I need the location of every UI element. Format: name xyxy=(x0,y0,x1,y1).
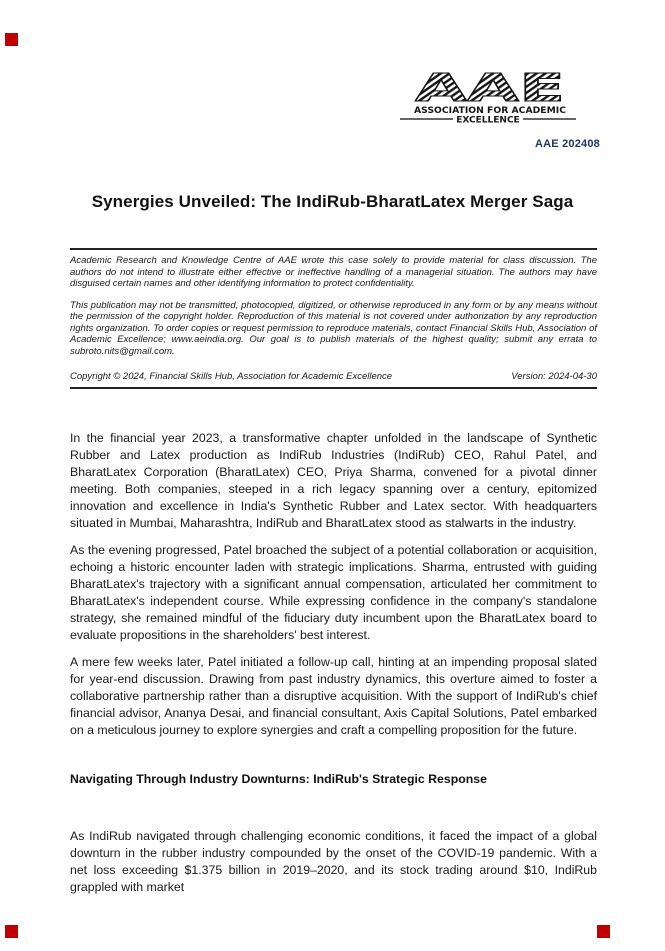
svg-text:AAE: AAE xyxy=(415,70,565,110)
divider-bottom xyxy=(70,387,597,389)
body-paragraph-2: As the evening progressed, Patel broached the subject of a potential collaboration or acquisition, echoing a historic encounter laden with strategic implications. Sharma, entrusted with guiding BharatLatex's trajectory with a significant annual compensation, articulated her commitment to BharatLatex's independent course. While expressing confidence in the company's standalone strategy, she remained mindful of the fiduciary duty incumbent upon the BharatLatex board to evaluate propositions in the shareholders' best interest. xyxy=(70,543,597,642)
permissions-paragraph: This publication may not be transmitted, photocopied, digitized, or otherwise reproduced in any form or by any means without the permission of the copyright holder. Reproduction of this material is not covered under authorization by any reproduction rights organization. To order copies or request permission to reproduce materials, contact Financial Skills Hub, Association of Academic Excellence; www.aeindia.org. Our goal is to publish materials of the highest quality; submit any errata to subroto.nits@gmail.com. xyxy=(70,299,597,357)
document-code: AAE 202408 xyxy=(535,138,600,150)
disclaimer-paragraph: Academic Research and Knowledge Centre of AAE wrote this case solely to provide material for class discussion. The authors do not intend to illustrate either effective or ineffective handling of a managerial situation. The authors may have disguised certain names and other identifying information to protect confidentiality. xyxy=(70,255,597,289)
front-matter-block xyxy=(70,248,597,389)
section-heading: Navigating Through Industry Downturns: IndiRub's Strategic Response xyxy=(70,772,487,786)
body-paragraph-4: As IndiRub navigated through challenging economic conditions, it faced the impact of a global downturn in the rubber industry compounded by the onset of the COVID-19 pandemic. With a net loss exceeding $1.375 billion in 2019–2020, and its stock trading around $10, IndiRub grappled with market xyxy=(70,829,597,894)
copyright-row xyxy=(70,371,597,383)
page-title: Synergies Unveiled: The IndiRub-BharatLatex Merger Saga xyxy=(91,192,574,211)
body-paragraph-3: A mere few weeks later, Patel initiated a follow-up call, hinting at an impending proposal slated for year-end discussion. Drawing from past industry dynamics, this overture aimed to foster a collaborative partnership rather than a disruptive acquisition. With the support of IndiRub's chief financial advisor, Ananya Desai, and financial consultant, Axis Capital Solutions, Patel embarked on a meticulous journey to explore synergies and craft a compelling proposition for the future. xyxy=(70,655,597,737)
logo-caption-line2: EXCELLENCE xyxy=(456,115,520,124)
body-text xyxy=(70,430,597,906)
logo-caption-line1: ASSOCIATION FOR ACADEMIC xyxy=(414,106,567,116)
copyright-text: Copyright © 2024, Financial Skills Hub, Association for Academic Excellence xyxy=(70,371,393,382)
corner-mark-bottom-left xyxy=(5,925,18,938)
body-paragraph-1: In the financial year 2023, a transformative chapter unfolded in the landscape of Synthetic Rubber and Latex production as IndiRub Industries (IndiRub) CEO, Rahul Patel, and BharatLatex Corporation (BharatLatex) CEO, Priya Sharma, convened for a pivotal dinner meeting. Both companies, steeped in a rich legacy spanning over a century, epitomized innovation and excellence in India's Synthetic Rubber and Latex sector. With headquarters situated in Mumbai, Maharashtra, IndiRub and BharatLatex stood as stalwarts in the industry. xyxy=(70,431,597,530)
corner-mark-top-left xyxy=(5,33,18,46)
aae-logo xyxy=(400,70,576,124)
aae-monogram-icon xyxy=(400,70,576,124)
version-text: Version: 2024-04-30 xyxy=(511,371,597,382)
corner-mark-bottom-right xyxy=(597,925,610,938)
divider-top xyxy=(70,248,597,250)
